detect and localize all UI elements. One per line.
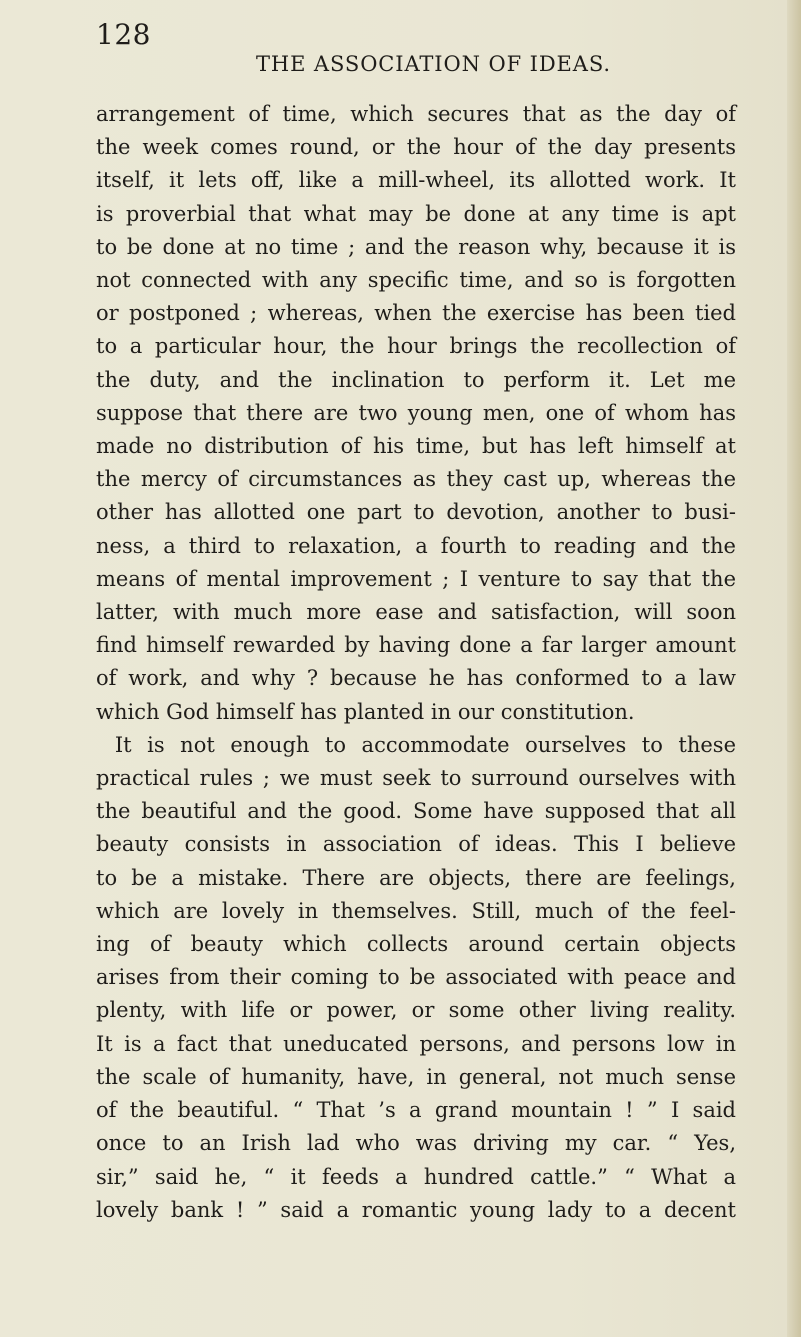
text-line: the beautiful and the good. Some have supposed that all [96,799,736,824]
text-line: the duty, and the inclination to perform it. Let me [96,367,736,392]
text-line: of work, and why ? because he has conformed to a law [96,666,736,691]
running-head: THE ASSOCIATION OF IDEAS. [256,52,611,76]
text-line: plenty, with life or power, or some other living reality. [96,998,736,1023]
text-line: once to an Irish lad who was driving my car. “ Yes, [96,1131,736,1156]
text-line: sir,” said he, “ it feeds a hundred cattle.” “ What a [96,1164,736,1189]
body-text [96,98,736,1227]
text-line: to be done at no time ; and the reason why, because it is [96,234,736,259]
text-line: of the beautiful. “ That ’s a grand mountain ! ” I said [96,1098,736,1123]
text-line: find himself rewarded by having done a far larger amount [96,633,736,658]
text-line: arises from their coming to be associated with peace and [96,965,736,990]
text-line: made no distribution of his time, but has left himself at [96,434,736,459]
text-line: to be a mistake. There are objects, there are feelings, [96,865,736,890]
text-line: suppose that there are two young men, one of whom has [96,400,736,425]
text-line: itself, it lets off, like a mill-wheel, its allotted work. It [96,168,736,193]
text-line: the scale of humanity, have, in general, not much sense [96,1064,736,1089]
text-line: ing of beauty which collects around certain objects [96,932,736,957]
text-line: or postponed ; whereas, when the exercise has been tied [96,301,736,326]
text-line: lovely bank ! ” said a romantic young lady to a decent [96,1197,736,1222]
text-line: means of mental improvement ; I venture to say that the [96,566,736,591]
text-line: It is a fact that uneducated persons, and persons low in [96,1031,736,1056]
page-edge-shadow [787,0,801,1337]
text-line: is proverbial that what may be done at any time is apt [96,201,736,226]
text-line: ness, a third to relaxation, a fourth to reading and the [96,533,736,558]
text-line: arrangement of time, which secures that as the day of [96,102,736,126]
text-line: which are lovely in themselves. Still, much of the feel- [96,898,736,923]
text-line: It is not enough to accommodate ourselves to these [114,732,736,757]
page-number: 128 [96,18,151,51]
text-line: the mercy of circumstances as they cast up, whereas the [96,467,736,492]
text-line: to a particular hour, the hour brings the recollection of [96,334,736,359]
text-line: practical rules ; we must seek to surround ourselves with [96,766,736,791]
text-line: the week comes round, or the hour of the day presents [96,135,736,160]
text-line: which God himself has planted in our constitution. [96,699,635,724]
text-line: not connected with any specific time, and so is forgotten [96,268,736,293]
text-line: other has allotted one part to devotion, another to busi- [96,500,736,525]
text-line: beauty consists in association of ideas. This I believe [96,832,736,857]
text-line: latter, with much more ease and satisfaction, will soon [96,600,736,625]
